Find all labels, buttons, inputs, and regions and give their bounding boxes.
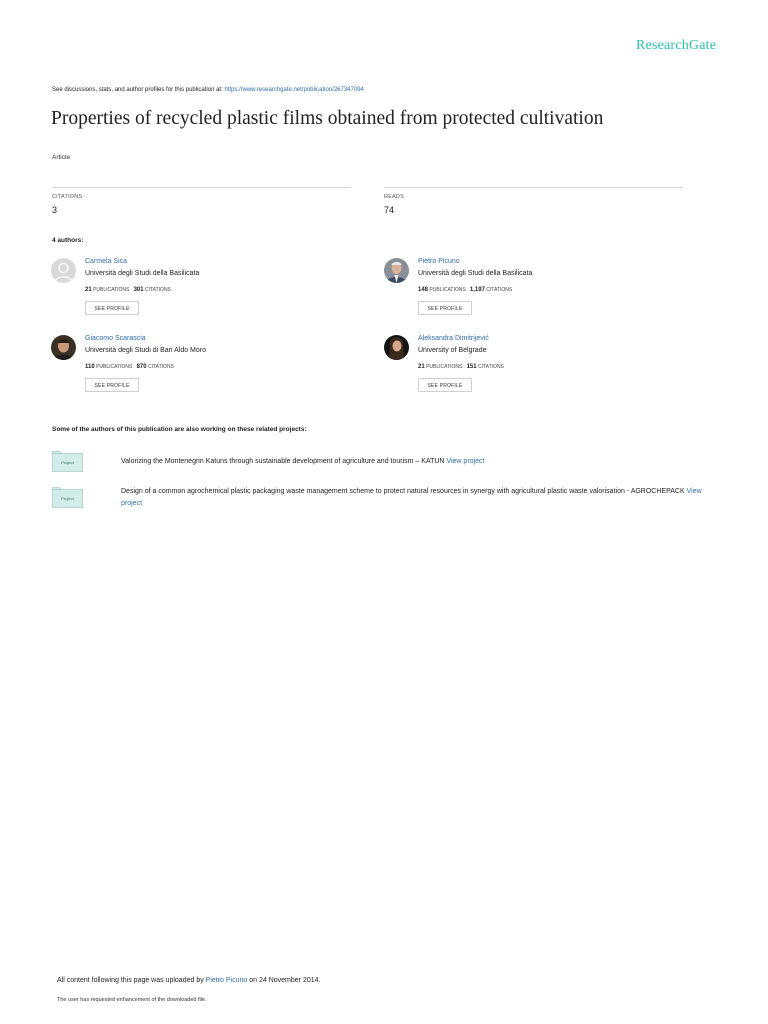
enhancement-note: The user has requested enhancement of the downloaded file.: [57, 997, 207, 1003]
author-institution: Università degli Studi della Basilicata: [85, 270, 200, 277]
reads-value: 74: [384, 205, 395, 215]
avatar-photo-icon[interactable]: [384, 335, 409, 360]
citations-label: CITATIONS: [144, 287, 171, 293]
related-projects-heading: Some of the authors of this publication are also working on these related projects:: [52, 426, 307, 433]
publications-count: 21: [85, 287, 92, 293]
author-card: [51, 335, 351, 401]
paper-title: Properties of recycled plastic films obtained from protected cultivation: [51, 108, 604, 129]
publications-count: 110: [85, 364, 95, 370]
paper-type: Article: [52, 154, 71, 161]
author-stats: [85, 364, 174, 370]
see-profile-button[interactable]: SEE PROFILE: [418, 378, 472, 392]
uploader-link[interactable]: Pietro Picuno: [205, 977, 248, 984]
see-profile-button[interactable]: SEE PROFILE: [85, 301, 139, 315]
publications-label: PUBLICATIONS: [426, 364, 463, 370]
author-card: [384, 258, 684, 324]
publications-count: 21: [418, 364, 425, 370]
citations-divider: [52, 187, 351, 188]
publications-label: PUBLICATIONS: [429, 287, 466, 293]
author-name-link[interactable]: Pietro Picuno: [418, 258, 460, 265]
authors-heading: 4 authors:: [52, 237, 84, 244]
author-stats: [418, 287, 512, 293]
citations-count: 301: [133, 287, 144, 293]
author-stats: [85, 287, 171, 293]
project-description: [121, 456, 721, 468]
citations-count: 870: [136, 364, 147, 370]
view-project-link[interactable]: View project: [121, 488, 702, 507]
author-card: [51, 258, 351, 324]
project-icon-label: Project: [61, 496, 74, 501]
reads-label: READS: [384, 194, 404, 200]
avatar-placeholder-icon[interactable]: [51, 258, 76, 283]
author-institution: Università degli Studi della Basilicata: [418, 270, 533, 277]
project-title: Design of a common agrochemical plastic packaging waste management scheme to protect natural resources in synergy with agricultural plastic waste valorisation - AGROCHEPACK: [121, 488, 685, 495]
citations-label: CITATIONS: [477, 364, 504, 370]
see-discussions-line: [52, 87, 364, 93]
author-name-link[interactable]: Carmela Sica: [85, 258, 128, 265]
author-stats: [418, 364, 504, 370]
upload-suffix: on 24 November 2014.: [247, 977, 321, 984]
upload-prefix: All content following this page was uploaded by: [57, 977, 206, 984]
citations-count: 1,197: [469, 287, 485, 293]
author-institution: Università degli Studi di Bari Aldo Moro: [85, 347, 207, 354]
project-icon-label: Project: [61, 460, 74, 465]
view-project-link[interactable]: View project: [446, 458, 485, 465]
citations-count: 151: [466, 364, 477, 370]
see-profile-button[interactable]: SEE PROFILE: [418, 301, 472, 315]
project-title: Valorizing the Montenegrin Katuns through sustainable development of agriculture and tourism – KATUN: [121, 458, 445, 465]
author-card: [384, 335, 684, 401]
avatar-photo-icon[interactable]: [384, 258, 409, 283]
author-name-link[interactable]: Aleksandra Dimitrijević: [418, 335, 489, 342]
citations-label: CITATIONS: [486, 287, 513, 293]
upload-info: [57, 977, 320, 984]
reads-divider: [384, 187, 683, 188]
avatar-photo-icon[interactable]: [51, 335, 76, 360]
citations-label: CITATIONS: [52, 194, 83, 200]
see-profile-button[interactable]: SEE PROFILE: [85, 378, 139, 392]
see-discussions-text: See discussions, stats, and author profiles for this publication at:: [52, 87, 225, 93]
citations-label: CITATIONS: [147, 364, 174, 370]
author-name-link[interactable]: Giacomo Scarascia: [85, 335, 146, 342]
publications-label: PUBLICATIONS: [93, 287, 130, 293]
publications-label: PUBLICATIONS: [96, 364, 133, 370]
publications-count: 148: [418, 287, 429, 293]
researchgate-logo[interactable]: ResearchGate: [636, 38, 717, 53]
citations-value: 3: [52, 205, 58, 215]
publication-link[interactable]: https://www.researchgate.net/publication/267347094: [224, 87, 364, 93]
author-institution: University of Belgrade: [418, 347, 487, 354]
project-description: [121, 486, 721, 510]
